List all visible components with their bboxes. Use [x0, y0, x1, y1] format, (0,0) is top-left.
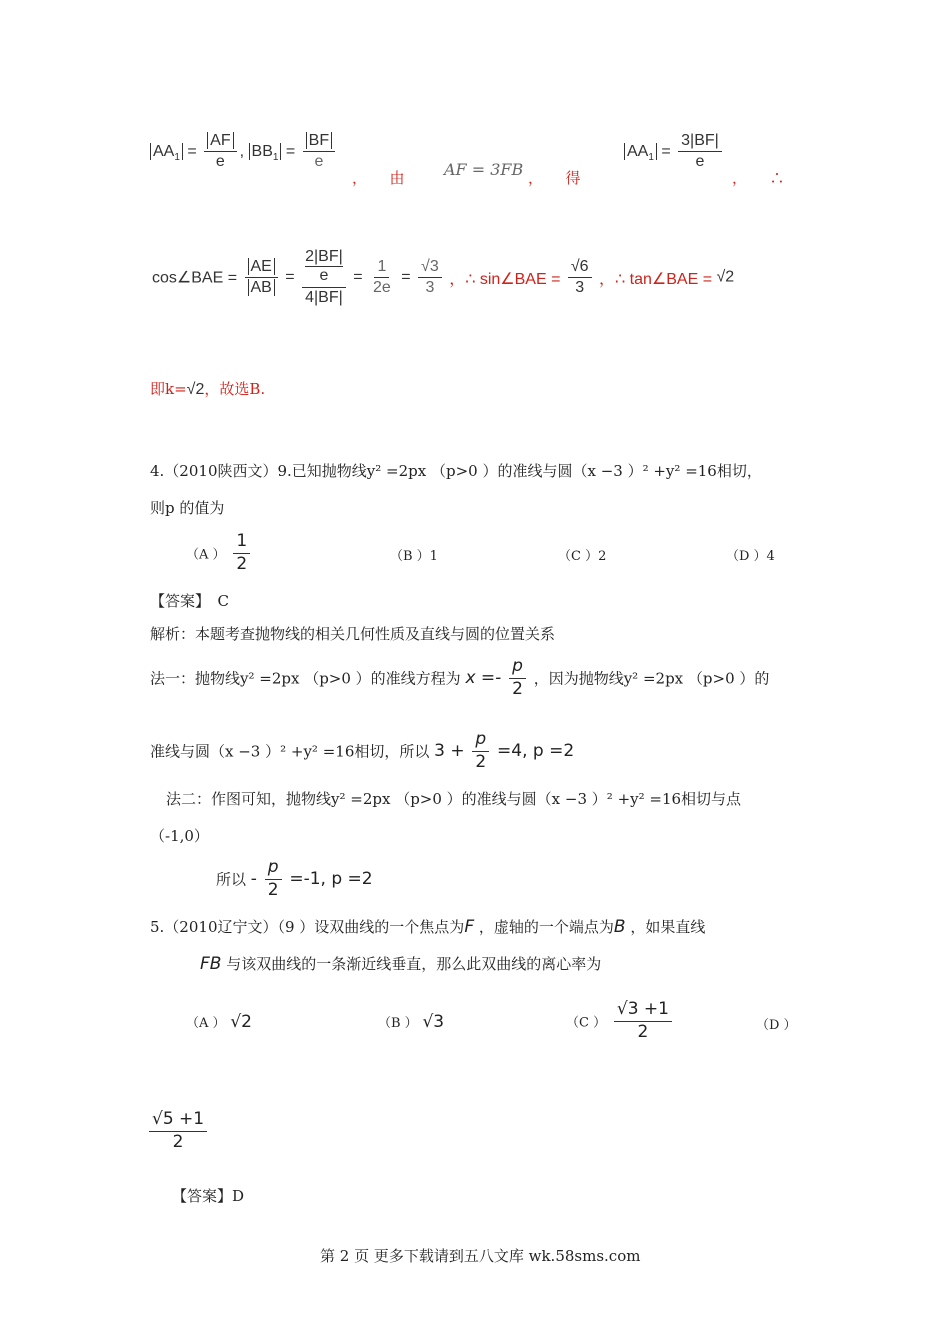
- q5-option-a: （A ） √2: [186, 1012, 252, 1032]
- q4-option-c: （C ）2: [558, 549, 607, 564]
- vector-equation: AF = 3FB: [444, 160, 524, 179]
- q4-method-2-line-1: 法二：作图可知，抛物线y² =2px （p>0 ）的准线与圆（x −3 ）² +y² =16相切与点: [166, 790, 742, 808]
- text-therefore: ， ∴: [732, 169, 785, 187]
- q4-analysis: 解析：本题考查抛物线的相关几何性质及直线与圆的位置关系: [150, 625, 556, 643]
- q5-option-d-label: （D ）: [756, 1018, 797, 1033]
- q5-stem-line-1: 5.（2010辽宁文）（9 ）设双曲线的一个焦点为F ，虚轴的一个端点为B ，如果直线: [150, 917, 706, 937]
- text-de: ， 得: [528, 169, 581, 187]
- formula-line-2: cos∠BAE = $\frac{AE}{AB}$ = 2|BF| e 4|BF| = $\frac{1}{2e}$ = $\frac{√3}{3}$ ，∴ sin∠BAE = $\frac{√6}{3}$ ，∴ tan∠BAE = √2: [152, 248, 735, 306]
- q5-option-c: （C ） $\frac{√3 +1}{2}$: [566, 1000, 675, 1042]
- q4-method-1-line-1: 法一：抛物线y² =2px （p>0 ）的准线方程为 x =- $\frac{p}{2}$ ，因为抛物线y² =2px （p>0 ）的: [150, 656, 770, 699]
- formula-rhs: $AA_1$ = $\frac{3|BF|}{e}$: [624, 132, 725, 172]
- formula-line-1: $AA_1$ = $\frac{AF}{e}$ , $BB_1$ = $\frac{BF}{e}$: [150, 132, 338, 172]
- page-footer: 第 2 页 更多下载请到五八文库 wk.58sms.com: [320, 1247, 641, 1265]
- q4-option-b: （B ）1: [390, 549, 438, 564]
- q5-stem-line-2: FB 与该双曲线的一条渐近线垂直，那么此双曲线的离心率为: [200, 954, 602, 974]
- q4-method-2-line-3: 所以 - $\frac{p}{2}$ =-1, p =2: [216, 857, 373, 900]
- q4-stem-line-2: 则p 的值为: [150, 499, 225, 517]
- q4-method-2-line-2: （-1,0）: [150, 827, 209, 845]
- conclusion-line: 即k=√2，故选B.: [150, 380, 266, 398]
- q5-answer: 【答案】D: [172, 1187, 245, 1205]
- q5-option-d-value: $\frac{√5 +1}{2}$: [146, 1110, 210, 1152]
- q5-option-b: （B ） √3: [378, 1012, 445, 1032]
- q4-option-a: （A ） $\frac{1}{2}$: [186, 532, 253, 574]
- q4-method-1-line-2: 准线与圆（x −3 ）² +y² =16相切，所以 3 + $\frac{p}{2}$ =4, p =2: [150, 729, 575, 772]
- q4-option-d: （D ）4: [726, 549, 775, 564]
- q4-stem-line-1: 4.（2010陕西文）9.已知抛物线y² =2px （p>0 ）的准线与圆（x −3 ）² +y² =16相切，: [150, 462, 762, 480]
- q4-answer: 【答案】 C: [150, 592, 229, 610]
- text-you: ， 由: [352, 169, 405, 187]
